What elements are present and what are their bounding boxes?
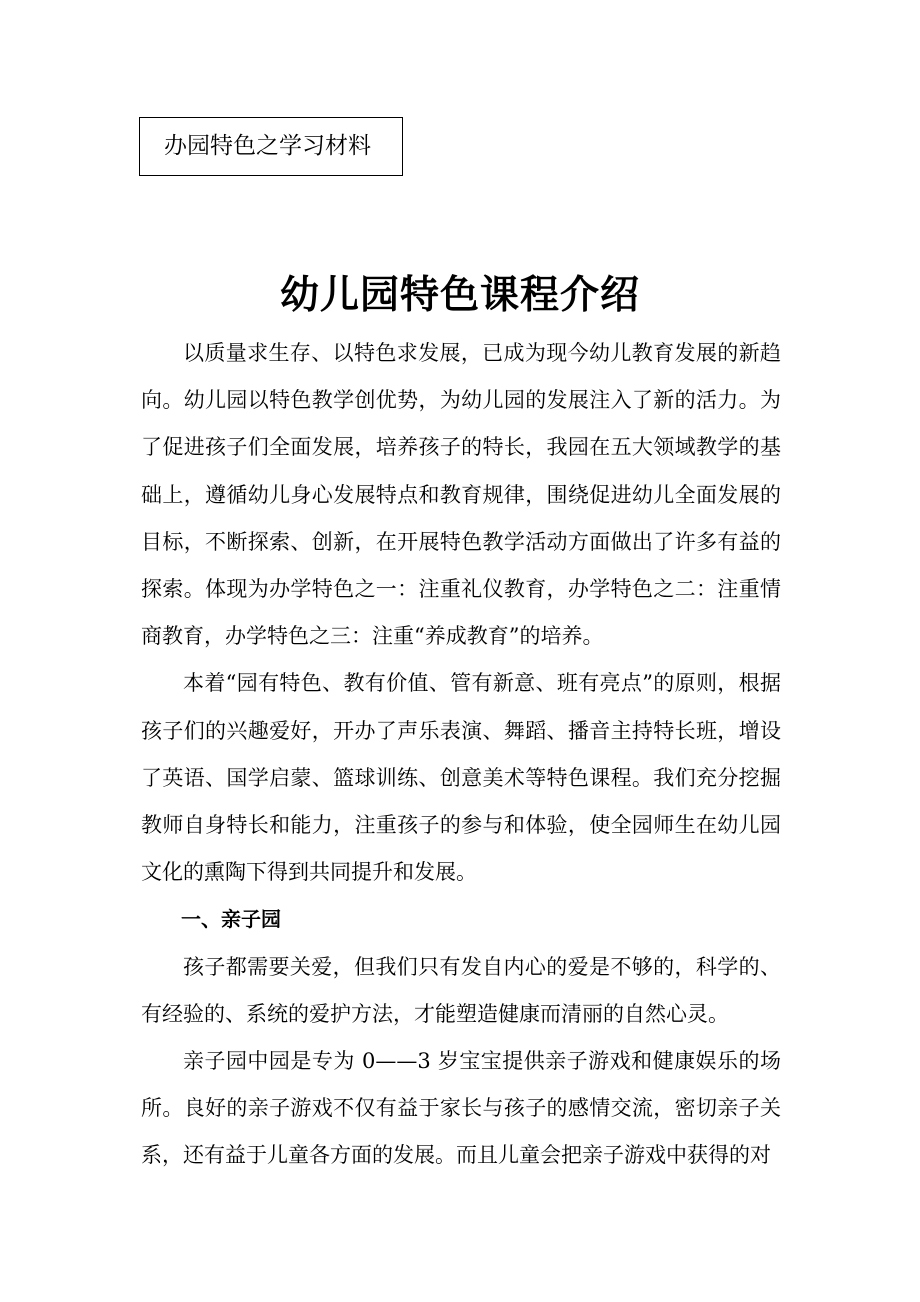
intro-paragraph-1: 以质量求生存、以特色求发展，已成为现今幼儿教育发展的新趋向。幼儿园以特色教学创优势，为幼儿园的发展注入了新的活力。为了促进孩子们全面发展，培养孩子的特长，我园在五大领域教学的基础上，遵循幼儿身心发展特点和教育规律，围绕促进幼儿全面发展的目标，不断探索、创新，在开展特色教学活动方面做出了许多有益的探索。体现为办学特色之一：注重礼仪教育，办学特色之二：注重情商教育，办学特色之三：注重“养成教育”的培养。	[141, 341, 781, 649]
section-1-paragraph-2: 亲子园中园是专为 0——3 岁宝宝提供亲子游戏和健康娱乐的场所。良好的亲子游戏不仅有益于家长与孩子的感情交流，密切亲子关系，还有益于儿童各方面的发展。而且儿童会把亲子游戏中获得的对	[141, 1049, 781, 1168]
section-1-paragraph-1: 孩子都需要关爱，但我们只有发自内心的爱是不够的，科学的、有经验的、系统的爱护方法，才能塑造健康而清丽的自然心灵。	[141, 954, 781, 1026]
document-title: 幼儿园特色课程介绍	[279, 273, 640, 319]
section-heading-parent-child: 一、亲子园	[181, 907, 281, 932]
intro-paragraph-2: 本着“园有特色、教有价值、管有新意、班有亮点”的原则，根据孩子们的兴趣爱好，开办了声乐表演、舞蹈、播音主持特长班，增设了英语、国学启蒙、篮球训练、创意美术等特色课程。我们充分挖掘教师自身特长和能力，注重孩子的参与和体验，使全园师生在幼儿园文化的熏陶下得到共同提升和发展。	[141, 671, 781, 885]
document-label: 办园特色之学习材料	[164, 133, 371, 159]
document-body	[141, 330, 781, 1180]
document-label-box	[139, 117, 403, 176]
